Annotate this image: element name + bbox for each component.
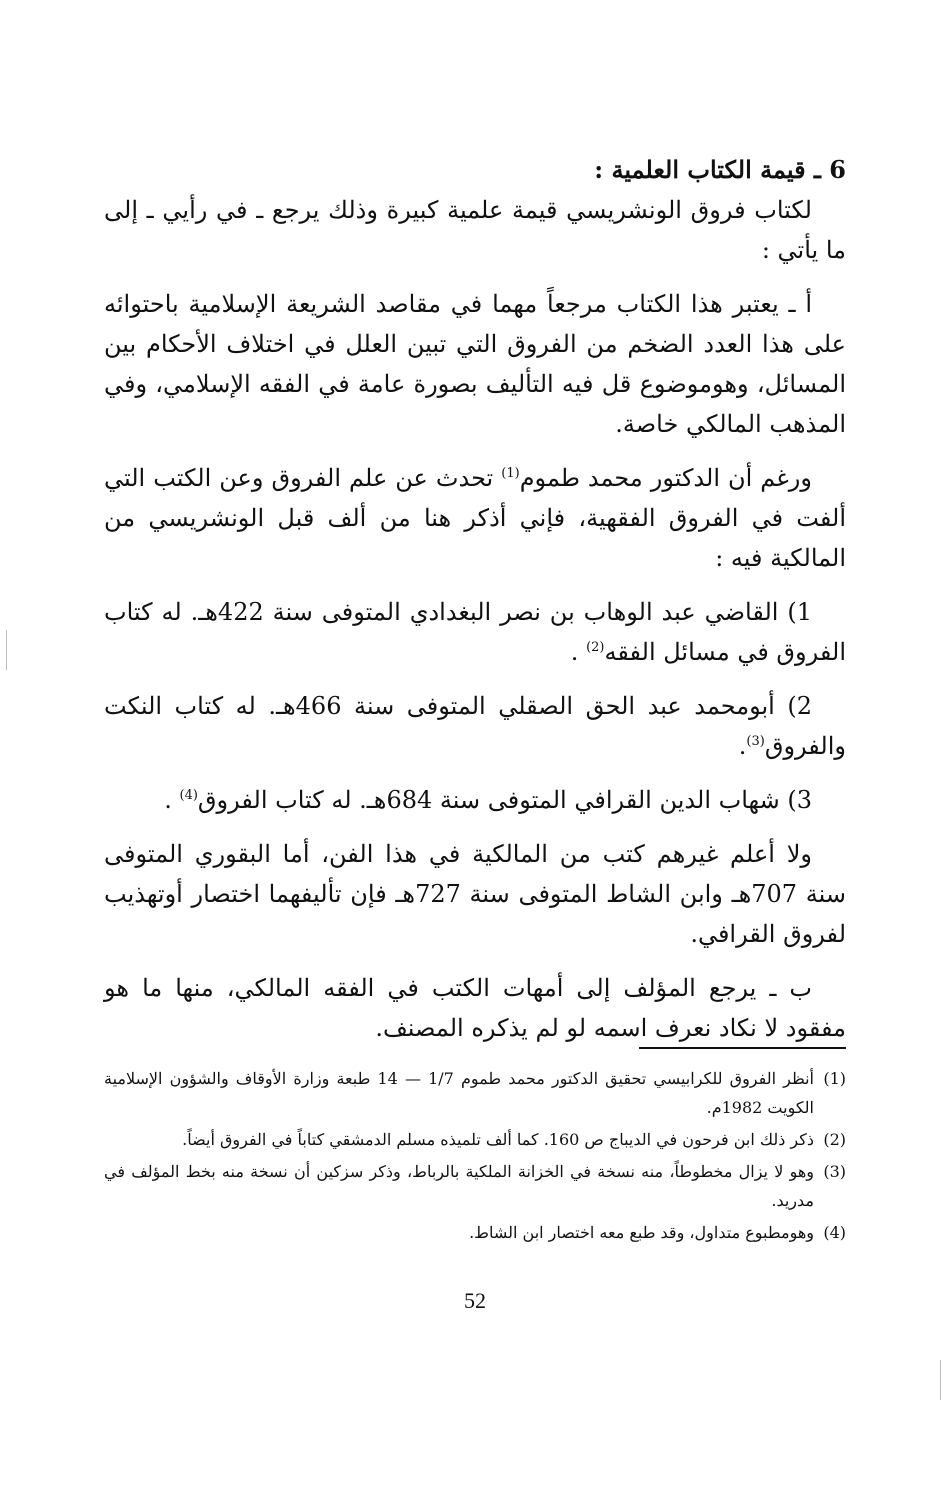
footnote-number: (4) [823,1223,846,1242]
intro-paragraph: لكتاب فروق الونشريسي قيمة علمية كبيرة وذلك يرجع ـ في رأيي ـ إلى ما يأتي : [104,196,846,264]
list-item-tail: . [738,732,747,760]
list-item-text: 1) القاضي عبد الوهاب بن نصر البغدادي المتوفى سنة 422هـ. له كتاب الفروق في مسائل الفقه [104,598,846,666]
list-item [104,592,846,672]
list-item [104,686,846,766]
footnote-text: وهومطبوع متداول، وقد طبع معه اختصار ابن الشاط. [469,1223,814,1242]
footnote-ref-3: (3) [746,734,765,749]
paragraph-b: ب ـ يرجع المؤلف إلى أمهات الكتب في الفقه المالكي، منها ما هو مفقود لا نكاد نعرف اسمه لو لم يذكره المصنف. [104,974,846,1042]
list-item-text: 2) أبومحمد عبد الحق الصقلي المتوفى سنة 466هـ. له كتاب النكت والفروق [104,692,846,760]
footnote [104,1064,846,1122]
paragraph-tomum [104,458,846,578]
list-item-tail: . [164,786,180,814]
footnote [104,1218,846,1247]
footnote-ref-4: (4) [179,788,198,803]
footnote-text: أنظر الفروق للكرابيسي تحقيق الدكتور محمد طموم 1/7 — 14 طبعة وزارة الأوقاف والشؤون الإسلامية الكويت 1982م. [104,1069,815,1117]
section-heading: 6 ـ قيمة الكتاب العلمية : [594,155,846,184]
list-item-text: 3) شهاب الدين القرافي المتوفى سنة 684هـ. له كتاب الفروق [197,786,812,814]
footnote-text: وهو لا يزال مخطوطاً، منه نسخة في الخزانة الملكية بالرباط، وذكر سزكين أن نسخة منه بخط المؤلف في مدريد. [104,1162,814,1210]
footnote [104,1125,846,1154]
page-number: 52 [464,1288,486,1313]
paragraph-a: أ ـ يعتبر هذا الكتاب مرجعاً مهما في مقاصد الشريعة الإسلامية باحتوائه على هذا العدد الضخم من الفروق التي تبين العلل في اختلاف الأحكام بين المسائل، وهوموضوع قل فيه التأليف بصورة عامة في الفقه الإسلامي، وفي المذهب المالكي خاصة. [104,290,846,438]
paragraph-other-authors: ولا أعلم غيرهم كتب من المالكية في هذا الفن، أما البقوري المتوفى سنة 707هـ وابن الشاط المتوفى سنة 727هـ فإن تأليفهما اختصار أوتهذيب لفروق القرافي. [104,840,846,948]
paragraph-tomum-after: تحدث عن علم الفروق وعن الكتب التي ألفت في الفروق الفقهية، فإني أذكر هنا من ألف قبل الونشريسي من المالكية فيه : [104,464,846,572]
footnotes [104,1064,846,1250]
footnote-number: (3) [823,1162,846,1181]
footnote-number: (2) [823,1130,846,1149]
footnote [104,1157,846,1215]
list-item-tail: . [570,638,587,666]
footnote-number: (1) [823,1069,846,1088]
footnote-text: ذكر ذلك ابن فرحون في الديباج ص 160. كما ألف تلميذه مسلم الدمشقي كتاباً في الفروق أيضاً. [182,1130,814,1149]
scan-edge-mark [6,630,7,670]
paragraph-tomum-before: ورغم أن الدكتور محمد طموم [519,464,812,492]
body-text [104,190,846,1048]
footnote-ref-2: (2) [586,640,605,655]
scan-edge-mark [940,1360,941,1400]
footnote-ref-1: (1) [501,466,520,481]
list-item [104,780,846,820]
footnote-divider [639,1047,846,1049]
